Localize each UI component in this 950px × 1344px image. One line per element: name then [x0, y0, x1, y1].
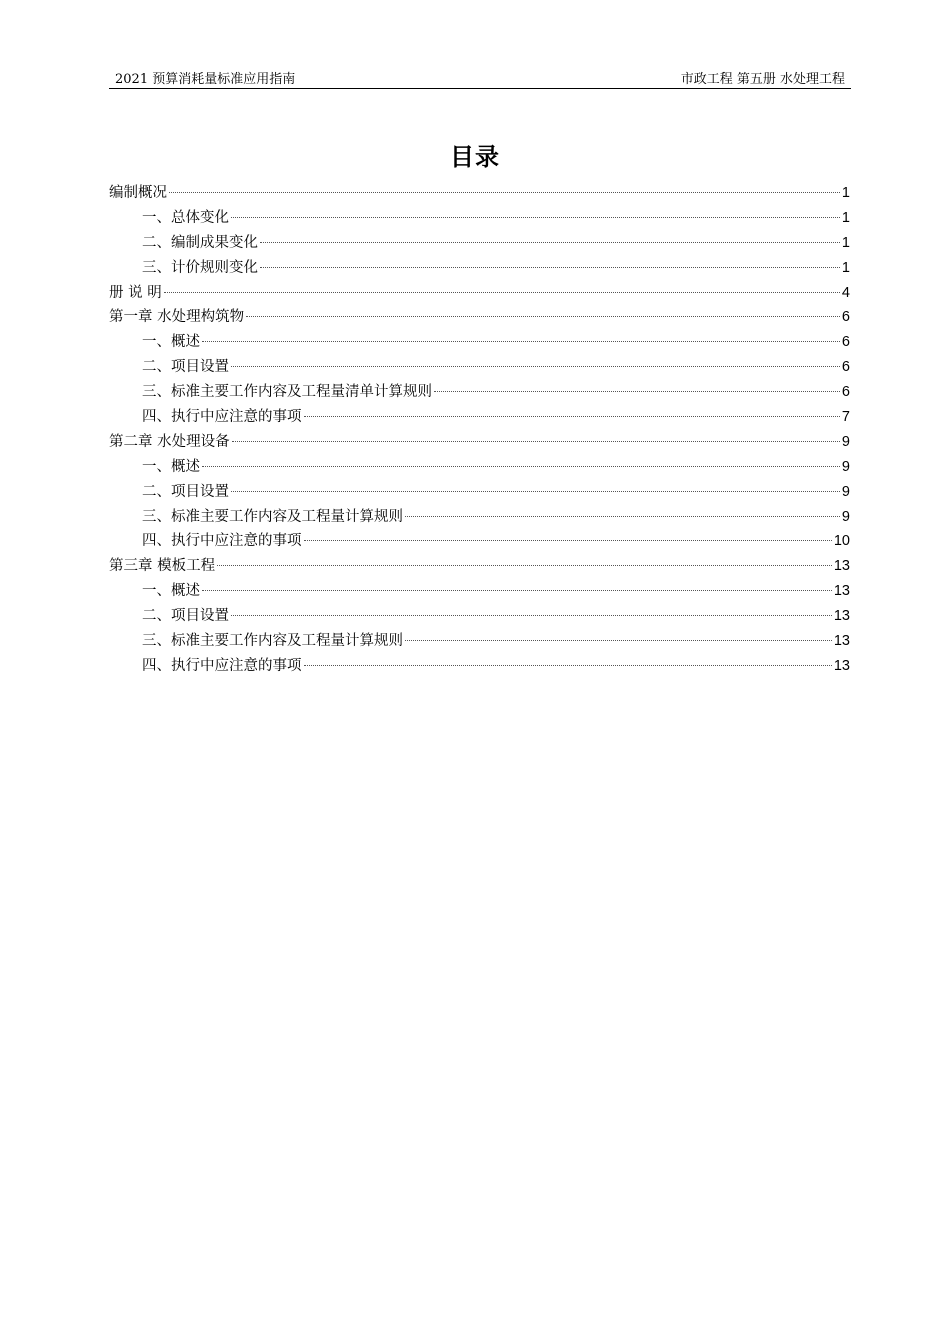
toc-leader-dots [231, 366, 840, 367]
toc-leader-dots [169, 192, 840, 193]
toc-entry[interactable] [109, 330, 850, 355]
toc-leader-dots [164, 292, 840, 293]
toc-entry[interactable] [109, 455, 850, 480]
toc-entry-label: 二、编制成果变化 [142, 234, 258, 251]
toc-entry[interactable] [109, 604, 850, 629]
toc-entry-label: 三、标准主要工作内容及工程量计算规则 [142, 633, 403, 650]
toc-entry[interactable] [109, 654, 850, 679]
toc-entry[interactable] [109, 430, 850, 455]
toc-entry-label: 一、概述 [142, 583, 200, 600]
toc-entry-label: 三、标准主要工作内容及工程量计算规则 [142, 508, 403, 525]
toc-leader-dots [231, 615, 832, 616]
toc-leader-dots [231, 491, 840, 492]
toc-entry[interactable] [109, 629, 850, 654]
toc-leader-dots [260, 267, 840, 268]
toc-entry[interactable] [109, 305, 850, 330]
toc-entry-label: 第二章 水处理设备 [109, 433, 230, 450]
toc-entry-page-number: 9 [841, 483, 850, 500]
toc-entry-page-number: 4 [841, 284, 850, 301]
page-header [109, 66, 851, 89]
toc-entry-label: 一、概述 [142, 334, 200, 351]
toc-entry-label: 册 说 明 [109, 284, 162, 301]
toc-entry-page-number: 1 [841, 209, 850, 226]
toc-leader-dots [405, 516, 840, 517]
toc-entry-label: 四、执行中应注意的事项 [142, 533, 302, 550]
table-of-contents [109, 181, 850, 679]
header-book-title: 2021 预算消耗量标准应用指南 [115, 72, 296, 87]
toc-entry-page-number: 13 [833, 583, 850, 600]
toc-entry-label: 一、概述 [142, 458, 200, 475]
toc-leader-dots [202, 341, 840, 342]
toc-entry-page-number: 1 [841, 259, 850, 276]
header-volume-title: 市政工程 第五册 水处理工程 [680, 72, 845, 87]
toc-entry[interactable] [109, 380, 850, 405]
page-title: 目录 [450, 143, 500, 171]
toc-entry[interactable] [109, 181, 850, 206]
toc-entry[interactable] [109, 405, 850, 430]
toc-entry[interactable] [109, 231, 850, 256]
toc-entry[interactable] [109, 579, 850, 604]
toc-entry[interactable] [109, 206, 850, 231]
toc-entry-page-number: 6 [841, 334, 850, 351]
toc-entry[interactable] [109, 529, 850, 554]
toc-entry-label: 一、总体变化 [142, 209, 229, 226]
toc-leader-dots [232, 441, 840, 442]
toc-leader-dots [231, 217, 840, 218]
toc-leader-dots [202, 466, 840, 467]
toc-entry-label: 第一章 水处理构筑物 [109, 309, 245, 326]
toc-entry-page-number: 13 [833, 633, 850, 650]
toc-entry-label: 编制概况 [109, 185, 167, 201]
toc-leader-dots [304, 665, 832, 666]
toc-leader-dots [246, 316, 840, 317]
toc-entry-label: 四、执行中应注意的事项 [142, 657, 302, 674]
toc-entry-page-number: 9 [841, 458, 850, 475]
toc-entry-page-number: 1 [841, 234, 850, 251]
toc-leader-dots [202, 590, 832, 591]
toc-entry-page-number: 6 [841, 309, 850, 326]
toc-entry-page-number: 13 [833, 558, 850, 575]
toc-entry-page-number: 13 [833, 657, 850, 674]
toc-entry-label: 二、项目设置 [142, 608, 229, 625]
toc-entry[interactable] [109, 554, 850, 579]
toc-entry-page-number: 9 [841, 433, 850, 450]
toc-leader-dots [304, 416, 840, 417]
toc-entry-page-number: 13 [833, 608, 850, 625]
toc-entry-label: 二、项目设置 [142, 359, 229, 376]
toc-entry-label: 第三章 模板工程 [109, 558, 216, 575]
toc-entry[interactable] [109, 256, 850, 281]
toc-leader-dots [217, 565, 832, 566]
toc-leader-dots [304, 540, 832, 541]
toc-leader-dots [260, 242, 840, 243]
toc-entry[interactable] [109, 355, 850, 380]
toc-entry-label: 四、执行中应注意的事项 [142, 409, 302, 426]
toc-entry-label: 三、标准主要工作内容及工程量清单计算规则 [142, 384, 432, 401]
toc-entry-label: 三、计价规则变化 [142, 259, 258, 276]
toc-entry-page-number: 10 [833, 533, 850, 550]
toc-entry-label: 二、项目设置 [142, 483, 229, 500]
toc-leader-dots [434, 391, 840, 392]
toc-entry-page-number: 1 [841, 185, 850, 201]
toc-entry[interactable] [109, 505, 850, 530]
toc-entry-page-number: 7 [841, 409, 850, 426]
toc-entry[interactable] [109, 281, 850, 306]
toc-entry-page-number: 6 [841, 359, 850, 376]
toc-leader-dots [405, 640, 832, 641]
toc-entry[interactable] [109, 480, 850, 505]
toc-entry-page-number: 6 [841, 384, 850, 401]
toc-entry-page-number: 9 [841, 508, 850, 525]
